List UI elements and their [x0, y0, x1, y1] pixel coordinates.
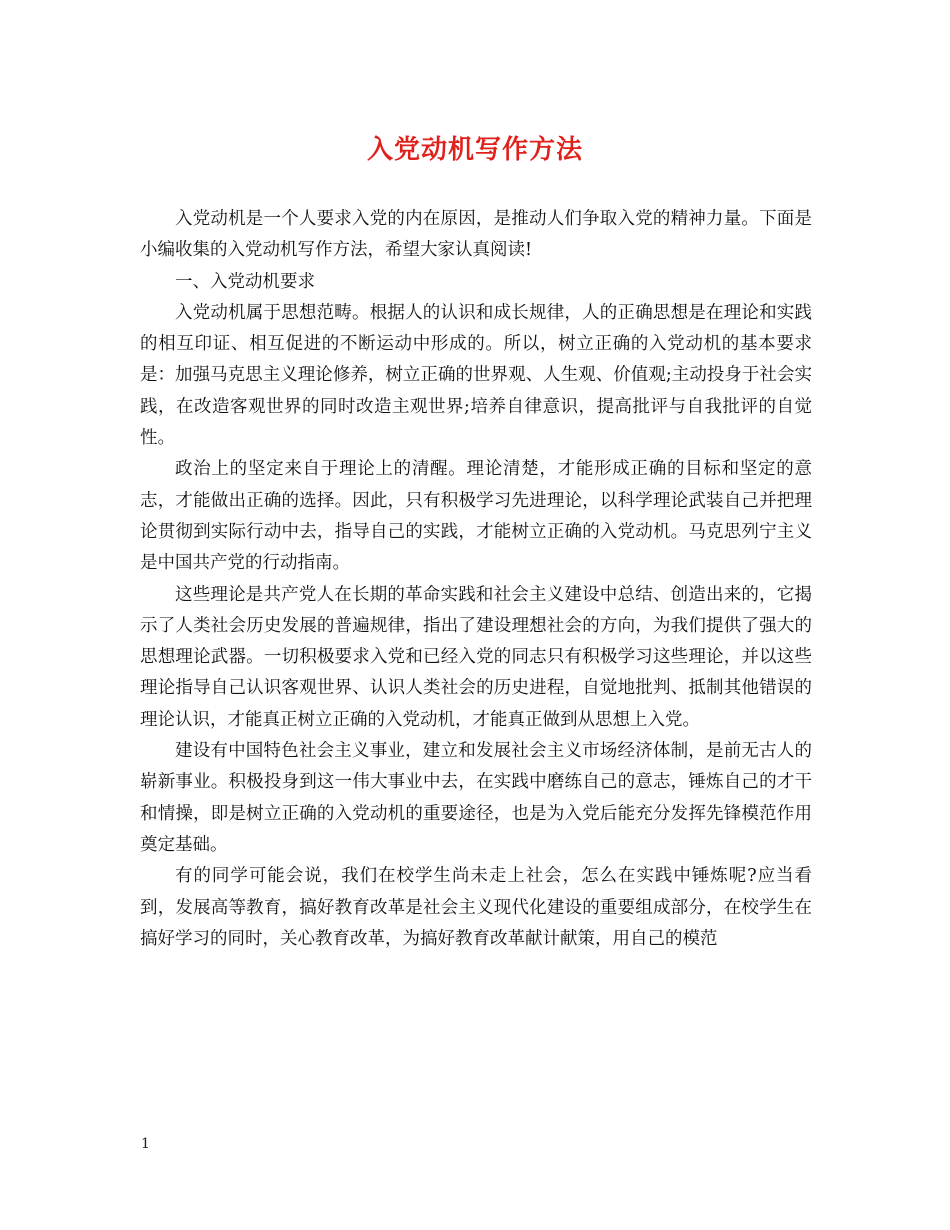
- paragraph: 入党动机属于思想范畴。根据人的认识和成长规律，人的正确思想是在理论和实践的相互印证、相互促进的不断运动中形成的。所以，树立正确的入党动机的基本要求是：加强马克思主义理论修养，树立正确的世界观、人生观、价值观;主动投身于社会实践，在改造客观世界的同时改造主观世界;培养自律意识，提高批评与自我批评的自觉性。: [140, 302, 812, 449]
- paragraph: 政治上的坚定来自于理论上的清醒。理论清楚，才能形成正确的目标和坚定的意志，才能做出正确的选择。因此，只有积极学习先进理论，以科学理论武装自己并把理论贯彻到实际行动中去，指导自己的实践，才能树立正确的入党动机。马克思列宁主义是中国共产党的行动指南。: [140, 459, 812, 574]
- document-body: [140, 204, 812, 955]
- document-title: 入党动机写作方法: [366, 135, 583, 165]
- page-number: 1: [141, 1136, 150, 1152]
- paragraph-intro: 入党动机是一个人要求入党的内在原因，是推动人们争取入党的精神力量。下面是小编收集的入党动机写作方法，希望大家认真阅读!: [140, 209, 812, 261]
- section-heading: 一、入党动机要求: [175, 271, 315, 292]
- paragraph: 这些理论是共产党人在长期的革命实践和社会主义建设中总结、创造出来的，它揭示了人类社会历史发展的普遍规律，指出了建设理想社会的方向，为我们提供了强大的思想理论武器。一切积极要求入党和已经入党的同志只有积极学习这些理论，并以这些理论指导自己认识客观世界、认识人类社会的历史进程，自觉地批判、抵制其他错误的理论认识，才能真正树立正确的入党动机，才能真正做到从思想上入党。: [140, 584, 812, 730]
- paragraph: 建设有中国特色社会主义事业，建立和发展社会主义市场经济体制，是前无古人的崭新事业。积极投身到这一伟大事业中去，在实践中磨练自己的意志，锤炼自己的才干和情操，即是树立正确的入党动机的重要途径，也是为入党后能充分发挥先锋模范作用奠定基础。: [140, 741, 812, 855]
- paragraph: 有的同学可能会说，我们在校学生尚未走上社会，怎么在实践中锤炼呢?应当看到，发展高等教育，搞好教育改革是社会主义现代化建设的重要组成部分，在校学生在搞好学习的同时，关心教育改革，为搞好教育改革献计献策，用自己的模范: [140, 866, 812, 949]
